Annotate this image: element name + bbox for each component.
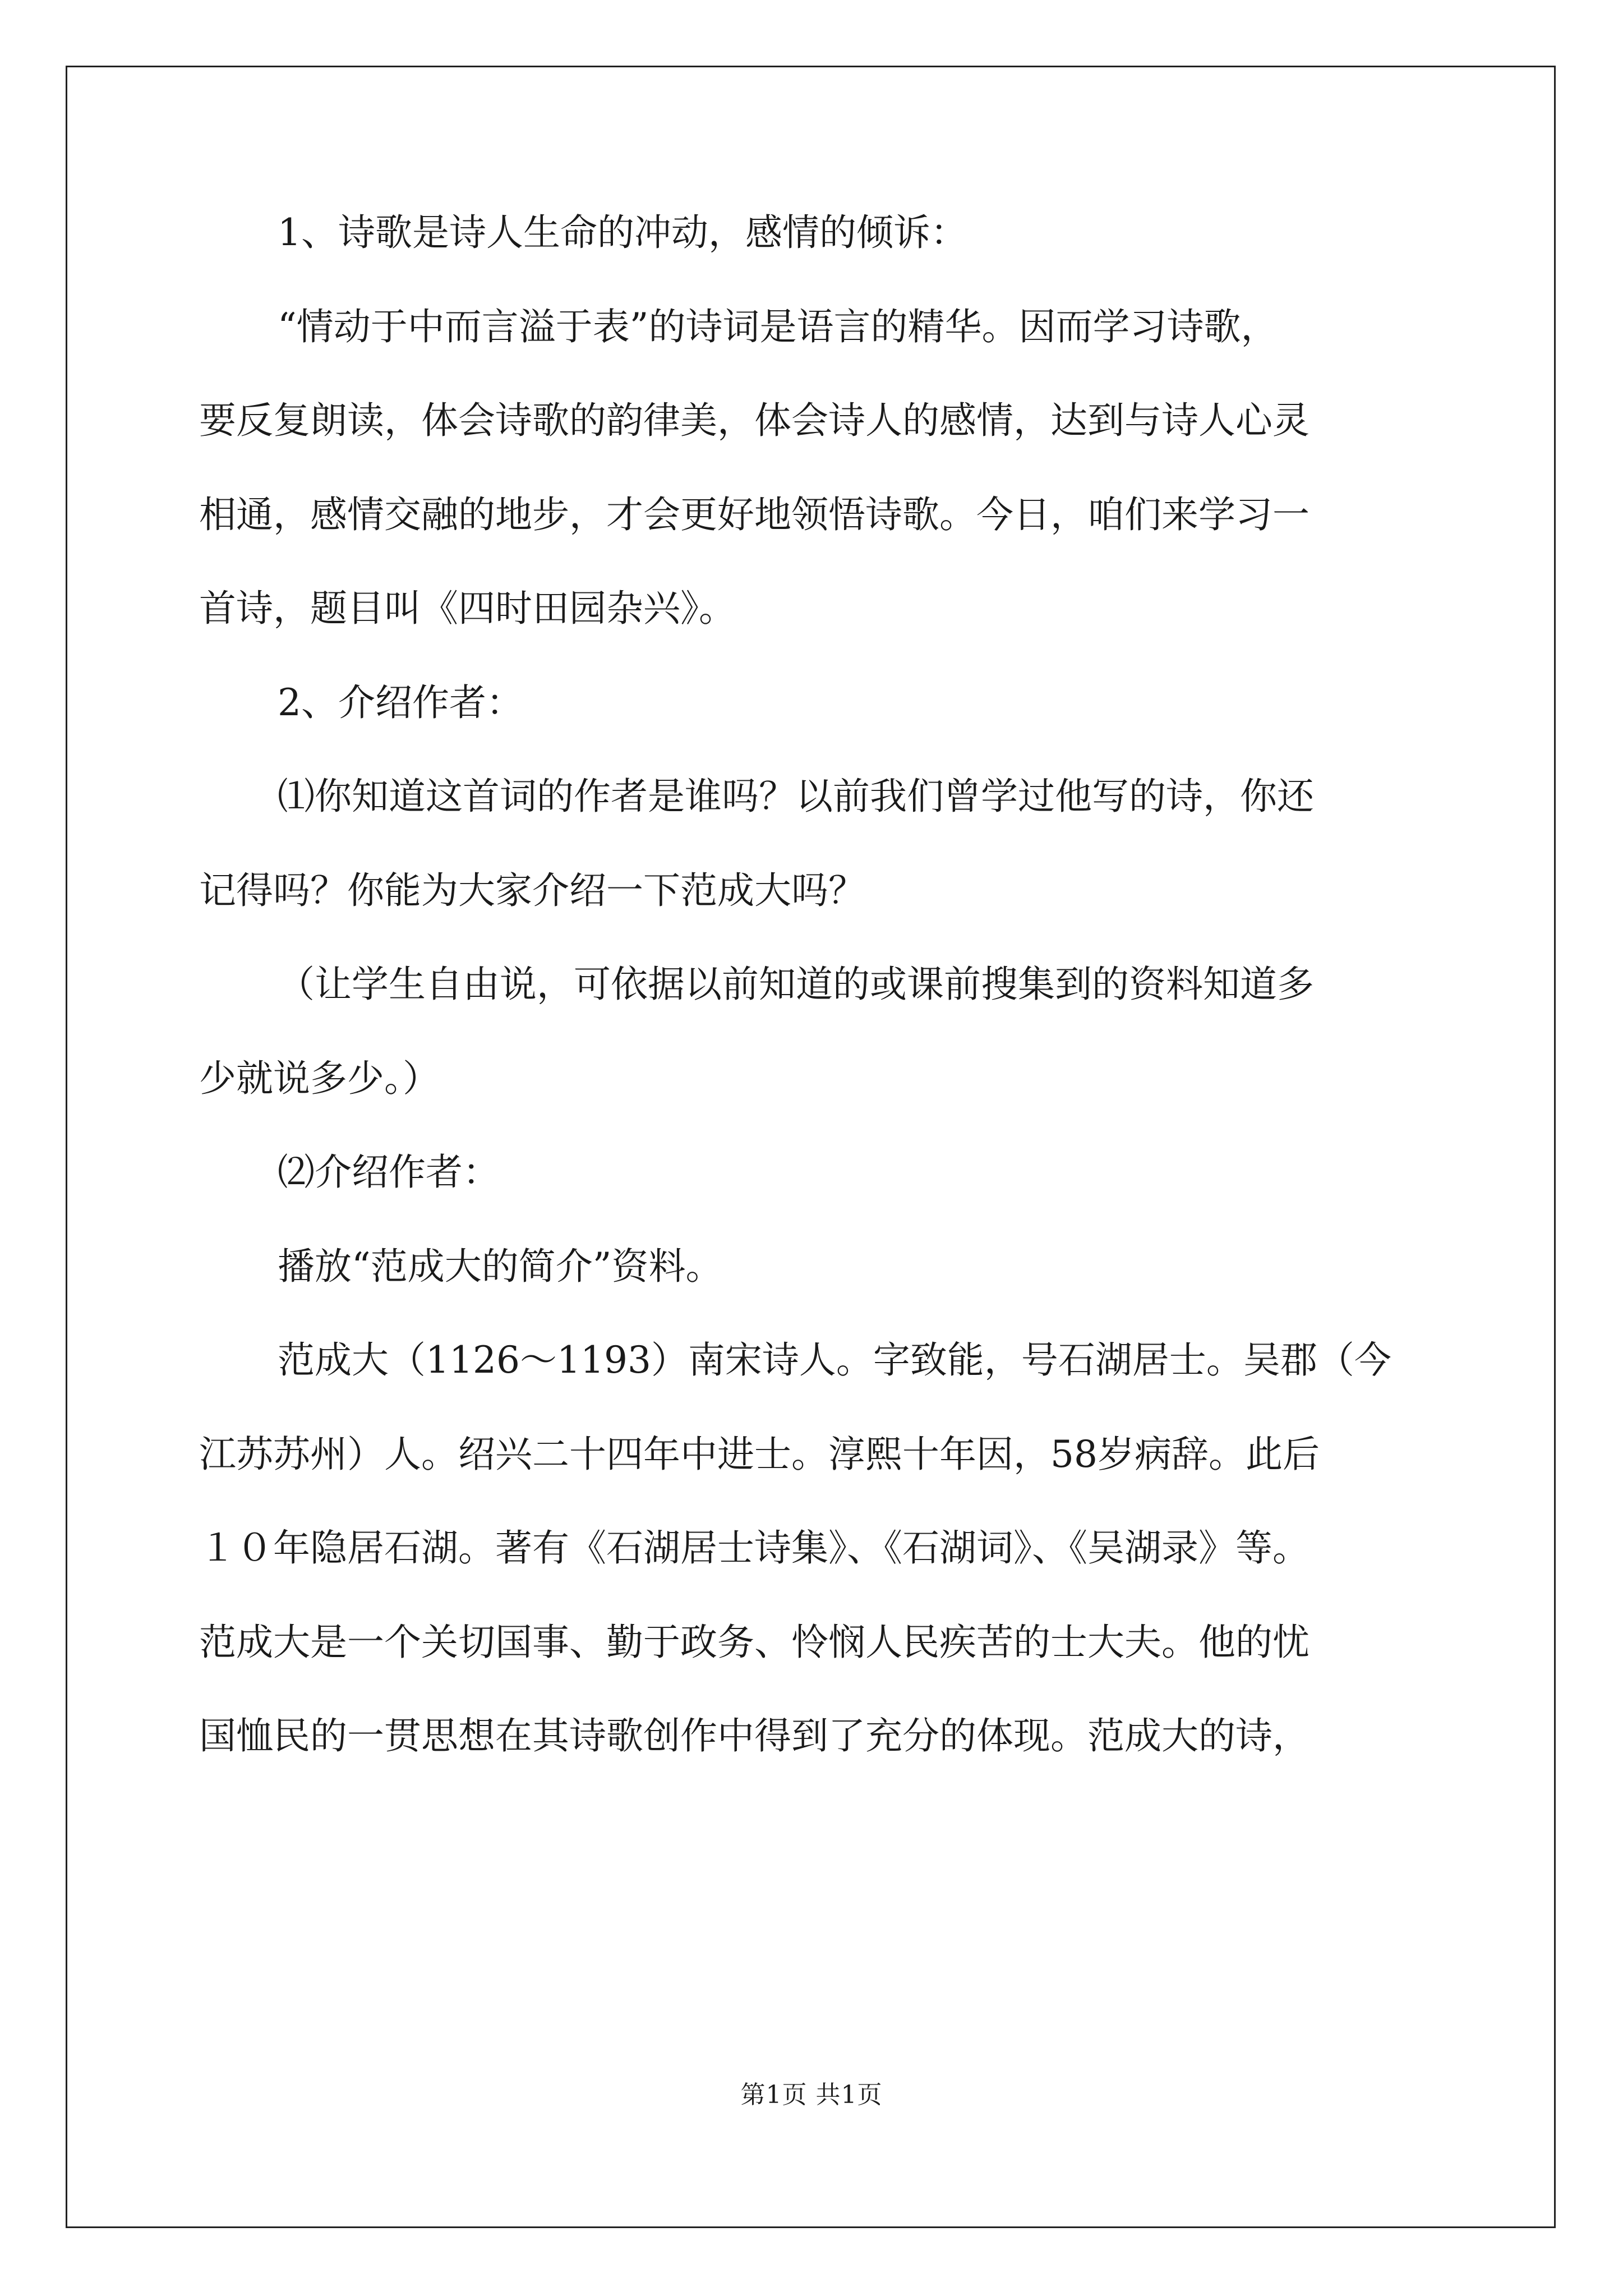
paragraph-line: 相通，感情交融的地步，才会更好地领悟诗歌。今日，咱们来学习一 xyxy=(199,493,1310,536)
paragraph-line: 记得吗？你能为大家介绍一下范成大吗？ xyxy=(199,869,865,912)
paragraph-line: ⑴你知道这首词的作者是谁吗？以前我们曾学过他写的诗，你还 xyxy=(278,775,1314,818)
paragraph-line: （让学生自由说，可依据以前知道的或课前搜集到的资料知道多 xyxy=(278,963,1314,1006)
page-number-footer: 第1页 共1页 xyxy=(740,2081,883,2109)
paragraph-line: 范成大是一个关切国事、勤于政务、怜悯人民疾苦的士大夫。他的忧 xyxy=(199,1621,1310,1664)
paragraph-line: 少就说多少。） xyxy=(199,1057,440,1100)
paragraph-line: １０年隐居石湖。著有《石湖居士诗集》、《石湖词》、《吴湖录》等。 xyxy=(199,1526,1310,1570)
paragraph-line: 国恤民的一贯思想在其诗歌创作中得到了充分的体现。范成大的诗， xyxy=(199,1714,1310,1757)
paragraph-line: 范成大（1126～1193）南宋诗人。字致能，号石湖居士。吴郡（今 xyxy=(278,1338,1391,1382)
paragraph-line: 播放“范成大的简介”资料。 xyxy=(278,1245,723,1288)
paragraph-line: 首诗，题目叫《四时田园杂兴》。 xyxy=(199,587,736,630)
subheading-introduce-author: ⑵介绍作者： xyxy=(278,1151,500,1194)
heading-poetry-intro: 1、诗歌是诗人生命的冲动，感情的倾诉： xyxy=(278,211,967,254)
paragraph-line: 江苏苏州）人。绍兴二十四年中进士。淳熙十年因，58岁病辞。此后 xyxy=(199,1433,1320,1476)
paragraph-line: “情动于中而言溢于表”的诗词是语言的精华。因而学习诗歌， xyxy=(278,305,1278,348)
heading-introduce-author: 2、介绍作者： xyxy=(278,681,523,724)
paragraph-line: 要反复朗读，体会诗歌的韵律美，体会诗人的感情，达到与诗人心灵 xyxy=(199,399,1310,442)
